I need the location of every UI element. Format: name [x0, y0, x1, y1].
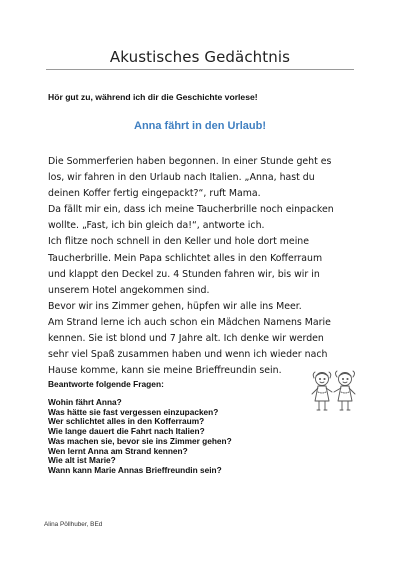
story-title: Anna fährt in den Urlaub! [134, 120, 266, 132]
question-item: Was hätte sie fast vergessen einzupacken? [48, 406, 219, 417]
page-title: Akustisches Gedächtnis [109, 48, 291, 66]
story-line: Am Strand lerne ich auch schon ein Mädchen Namens Marie [48, 316, 331, 328]
story-line: Taucherbrille. Mein Papa schlichtet alles in den Kofferraum [48, 252, 323, 264]
story-text [48, 154, 368, 379]
question-item: Wen lernt Anna am Strand kennen? [48, 445, 188, 456]
questions-heading: Beantworte folgende Fragen: [48, 379, 164, 389]
question-item: Was machen sie, bevor sie ins Zimmer gehen? [48, 435, 232, 446]
questions-list [48, 398, 318, 476]
story-line: und klappt den Deckel zu. 4 Stunden fahren wir, bis wir in [48, 268, 320, 280]
story-line: unserem Hotel angekommen sind. [48, 284, 210, 296]
story-line: Ich flitze noch schnell in den Keller und hole dort meine [48, 236, 310, 248]
story-line: Da fällt mir ein, dass ich meine Taucherbrille noch einpacken [48, 204, 334, 216]
story-line: Die Sommerferien haben begonnen. In einer Stunde geht es [48, 156, 332, 167]
instruction-text: Hör gut zu, während ich dir die Geschichte vorlese! [48, 92, 258, 102]
question-item: Wie lange dauert die Fahrt nach Italien? [48, 426, 205, 437]
story-line: wollte. „Fast, ich bin gleich da!“, antworte ich. [48, 220, 265, 232]
story-line: los, wir fahren in den Urlaub nach Italien. „Anna, hast du [48, 172, 315, 184]
question-item: Wer schlichtet alles in den Kofferraum? [48, 416, 205, 427]
question-item: Wohin fährt Anna? [48, 397, 122, 407]
story-line: deinen Koffer fertig eingepackt?“, ruft Mama. [48, 188, 261, 200]
title-divider [46, 69, 354, 70]
story-line: kennen. Sie ist blond und 7 Jahre alt. Ich denke wir werden [48, 333, 324, 345]
author-footer: Alina Pöllhuber, BEd [44, 521, 103, 528]
question-item: Wie alt ist Marie? [48, 455, 116, 466]
story-line: Bevor wir ins Zimmer gehen, hüpfen wir alle ins Meer. [48, 300, 302, 312]
story-line: Hause komme, kann sie meine Brieffreundin sein. [48, 365, 282, 377]
two-girls-illustration [308, 368, 360, 418]
story-line: sehr viel Spaß zusammen haben und wenn ich wieder nach [48, 349, 328, 361]
question-item: Wann kann Marie Annas Brieffreundin sein? [48, 464, 222, 475]
